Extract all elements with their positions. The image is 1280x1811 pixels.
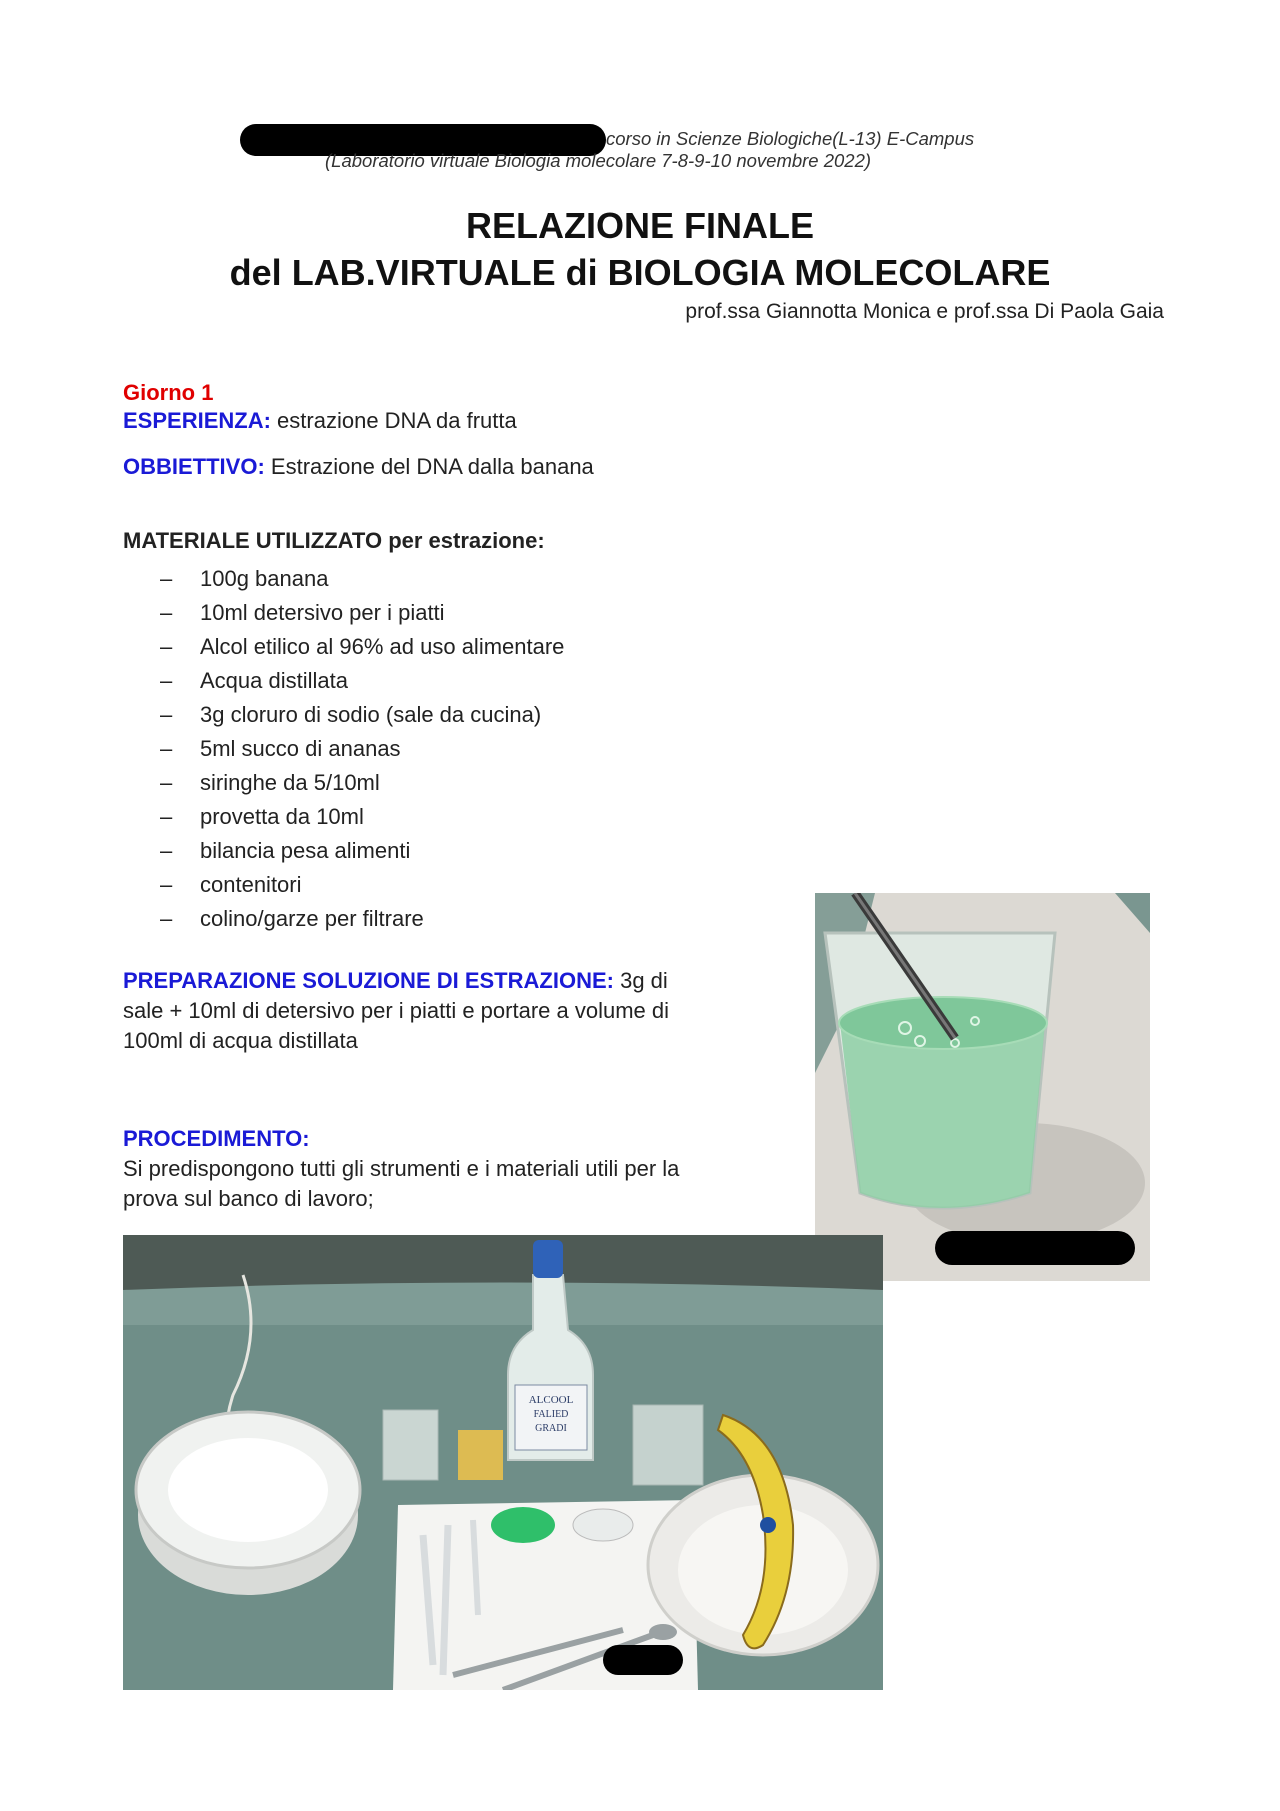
procedure-label: PROCEDIMENTO: [123,1126,310,1151]
lab-dates: (Laboratorio virtuale Biologia molecolare 7-8-9-10 novembre 2022) [325,150,872,171]
preparation-label: PREPARAZIONE SOLUZIONE DI ESTRAZIONE: [123,968,614,993]
experience-value: estrazione DNA da frutta [277,408,517,433]
list-item: – 3g cloruro di sodio (sale da cucina) [160,698,564,732]
redaction-bar-2 [603,1645,683,1675]
list-bullet: – [160,668,173,693]
list-bullet: – [160,906,173,931]
list-bullet: – [160,566,173,591]
professors: prof.ssa Giannotta Monica e prof.ssa Di Paola Gaia [685,300,1164,323]
experience-label: ESPERIENZA: [123,408,271,433]
materials-heading: MATERIALE UTILIZZATO per estrazione: [123,528,545,553]
photo-lab-bench [123,1235,883,1690]
photo-green-solution-image [815,893,1150,1281]
course-text: corso in Scienze Biologiche(L-13) E-Campus [606,127,975,149]
list-bullet: – [160,736,173,761]
list-item: – colino/garze per filtrare [160,902,564,936]
objective-label: OBBIETTIVO: [123,454,265,479]
photo-lab-bench-image [123,1235,883,1690]
preparation-paragraph: PREPARAZIONE SOLUZIONE DI ESTRAZIONE: 3g di sale + 10ml di detersivo per i piatti e portare a volume di 100ml di acqua distillata [123,968,670,1053]
photo-green-solution [815,893,1150,1281]
list-item: – Alcol etilico al 96% ad uso alimentare [160,630,564,664]
document-subtitle: del LAB.VIRTUALE di BIOLOGIA MOLECOLARE [229,252,1051,293]
experience-line [123,406,517,436]
bottle-label-2: FALIED [533,1409,569,1420]
procedure-paragraph: PROCEDIMENTO: Si predispongono tutti gli strumenti e i materiali utili per la prova sul banco di lavoro; [123,1124,803,1214]
list-bullet: – [160,872,173,897]
materials-list [160,562,564,936]
list-bullet: – [160,702,173,727]
list-item: – 5ml succo di ananas [160,732,564,766]
list-item: – siringhe da 5/10ml [160,766,564,800]
objective-line [123,452,594,482]
redaction-bar [935,1231,1135,1265]
list-item: – contenitori [160,868,564,902]
objective-value: Estrazione del DNA dalla banana [270,454,594,479]
list-item: – 10ml detersivo per i piatti [160,596,564,630]
list-item: – bilancia pesa alimenti [160,834,564,868]
bottle-label-1: ALCOOL [528,1394,574,1406]
list-bullet: – [160,634,173,659]
bottle-label-3: GRADI [535,1423,567,1434]
list-item: – 100g banana [160,562,564,596]
list-item: – Acqua distillata [160,664,564,698]
list-bullet: – [160,770,173,795]
list-bullet: – [160,600,173,625]
list-item: – provetta da 10ml [160,800,564,834]
list-bullet: – [160,838,173,863]
day-heading: Giorno 1 [123,380,214,405]
list-bullet: – [160,804,173,829]
document-title: RELAZIONE FINALE [466,205,814,246]
